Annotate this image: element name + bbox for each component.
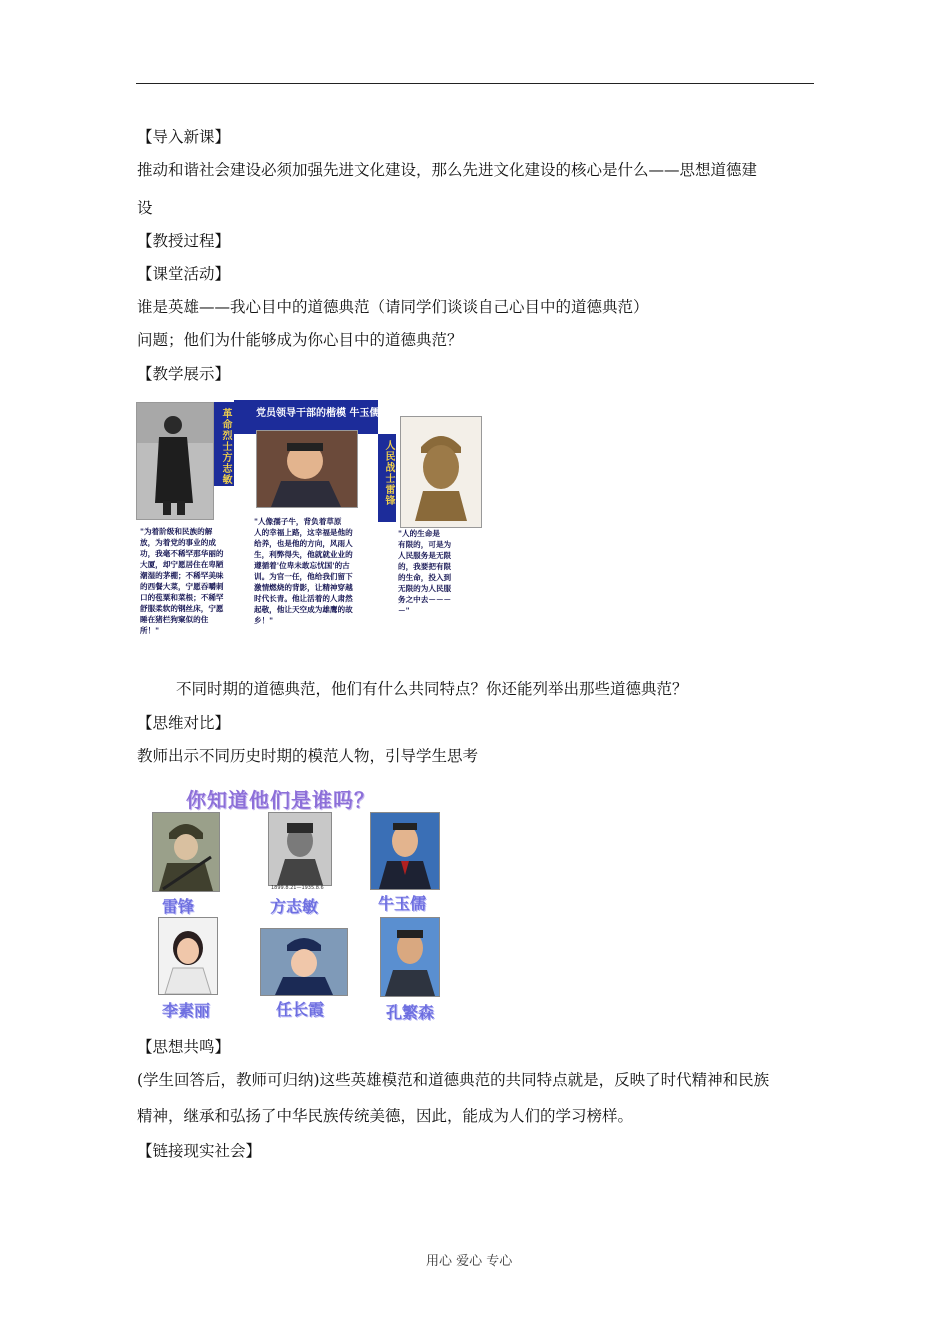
portrait-niu-yuru — [370, 812, 440, 890]
portrait-ren-changxia — [260, 928, 348, 996]
resonance-paragraph-line-2: 精神，继承和弘扬了中华民族传统美德，因此，能成为人们的学习榜样。 — [137, 1107, 634, 1125]
page-footer: 用心 爱心 专心 — [426, 1254, 513, 1269]
top-banner — [234, 400, 378, 434]
fang-zhimin-figure-icon — [137, 403, 213, 519]
heading-process: 【教授过程】 — [137, 232, 231, 250]
ren-changxia-portrait-icon — [261, 929, 347, 995]
left-banner-text: 革命烈士方志敏 — [220, 408, 231, 485]
heading-resonance: 【思想共鸣】 — [137, 1038, 231, 1056]
portrait-li-suli — [158, 917, 218, 995]
heading-contrast: 【思维对比】 — [137, 714, 231, 732]
quote-lei-feng: "人的生命是 有限的，可是为 人民服务是无限 的，我要把有限 的生命，投入到 无限的为人民服 务之中去－－－ －" — [398, 529, 452, 615]
heading-activity: 【课堂活动】 — [137, 265, 231, 283]
niu-yuru-small-portrait-icon — [371, 813, 439, 889]
left-banner — [214, 402, 234, 486]
name-li-suli: 李素丽 — [162, 1001, 211, 1020]
activity-paragraph: 谁是英雄——我心目中的道德典范（请同学们谈谈自己心目中的道德典范） — [137, 298, 649, 316]
portrait-kong-fansen — [380, 917, 440, 997]
name-lei-feng: 雷锋 — [162, 897, 195, 916]
heading-intro: 【导入新课】 — [137, 128, 231, 146]
right-banner — [378, 434, 396, 522]
kong-fansen-portrait-icon — [381, 918, 439, 996]
lei-feng-bust-icon — [401, 417, 481, 527]
heading-link-society: 【链接现实社会】 — [137, 1142, 262, 1160]
question-paragraph: 问题；他们为什能够成为你心目中的道德典范？ — [137, 331, 463, 349]
fang-zhimin-dates: 1899.8.21—1935.8.6 — [271, 885, 324, 891]
top-banner-text: 党员领导干部的楷模 牛玉儒 — [256, 408, 380, 419]
niu-yuru-portrait-icon — [257, 431, 357, 507]
lei-feng-bust-photo — [400, 416, 482, 528]
portrait-fang-zhimin — [268, 812, 332, 886]
contrast-paragraph: 教师出示不同历史时期的模范人物，引导学生思考 — [137, 747, 479, 765]
intro-paragraph-line-1: 推动和谐社会建设必须加强先进文化建设，那么先进文化建设的核心是什么——思想道德建 — [137, 161, 758, 179]
quote-niu-yuru: "人像孺子牛，背负着草原 人的幸福上路，这幸福是他的 给养，也是他的方向，风雨人 生，利弊得失，他就就业业的 遵循着'位卑未敢忘忧国'的古 训。为官一任，他给我们留下 激情燃烧的背影，让精神穿越 时代长青。他让活着的人肃然 起敬，他让天空成为雄鹰的故 乡！" — [254, 517, 353, 625]
fang-zhimin-photo — [136, 402, 214, 520]
resonance-paragraph-line-1: (学生回答后，教师可归纳)这些英雄模范和道德典范的共同特点就是，反映了时代精神和民族 — [137, 1071, 770, 1089]
li-suli-portrait-icon — [159, 918, 217, 994]
portrait-grid-title: 你知道他们是谁吗？ — [186, 788, 375, 812]
intro-paragraph-line-2: 设 — [137, 199, 153, 217]
niu-yuru-photo — [256, 430, 358, 508]
lei-feng-portrait-icon — [153, 813, 219, 891]
name-niu-yuru: 牛玉儒 — [378, 894, 427, 913]
common-trait-question: 不同时期的道德典范，他们有什么共同特点？你还能列举出那些道德典范？ — [176, 680, 688, 698]
fang-zhimin-portrait-icon — [269, 813, 331, 885]
moral-models-exhibit — [136, 400, 481, 645]
name-fang-zhimin: 方志敏 — [270, 897, 319, 916]
heading-display: 【教学展示】 — [137, 365, 231, 383]
right-banner-text: 人民战士雷锋 — [383, 440, 394, 506]
name-kong-fansen: 孔繁森 — [386, 1003, 435, 1022]
header-rule — [136, 83, 814, 84]
name-ren-changxia: 任长霞 — [276, 1000, 325, 1019]
portrait-lei-feng — [152, 812, 220, 892]
quote-fang-zhimin: "为着阶级和民族的解 放，为着党的事业的成 功，我毫不稀罕那华丽的 大厦，却宁愿居住在卑陋 潮湿的茅棚；不稀罕美味 的西餐大菜，宁愿吞嚼刺 口的苞粟和菜根；不稀罕 舒服柔软的钢丝床，宁愿 睡在猪栏狗窠似的住 所！" — [140, 527, 224, 635]
